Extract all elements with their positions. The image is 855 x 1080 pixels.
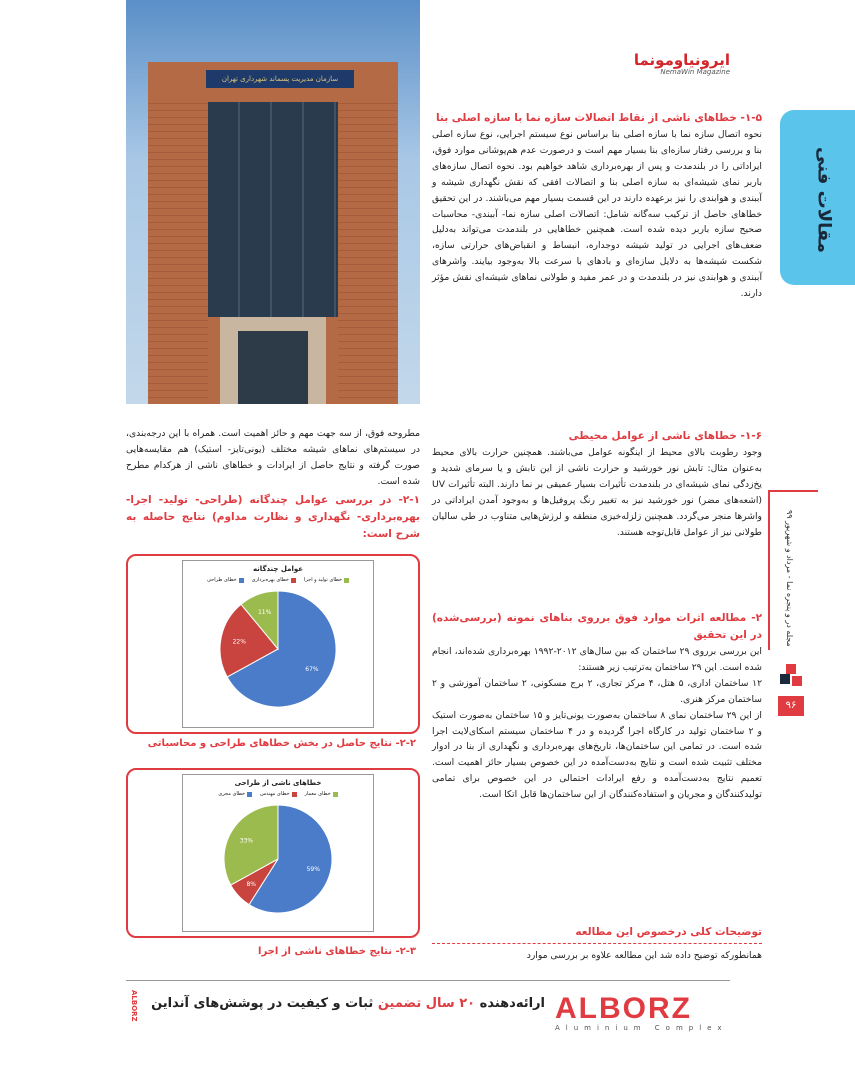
chart-2-inner <box>182 774 374 932</box>
section-1-6 <box>432 428 762 540</box>
pie-slice-label: 11% <box>257 608 272 616</box>
section-tab <box>780 110 855 285</box>
pie-slice-label: 22% <box>232 638 246 646</box>
chart-2-frame <box>126 768 420 938</box>
pie-slice-label: 59% <box>306 866 320 874</box>
building-photo <box>126 0 420 404</box>
section-body-1: این بررسی برروی ۲۹ ساختمان که بین سال‌های ۲۰۱۲-۱۹۹۲ بهره‌برداری شده‌اند، انجام شده است. این ۲۹ ساختمان به‌ترتیب زیر هستند: <box>432 646 762 673</box>
chart-1-pie <box>183 583 373 713</box>
pie-slice-label: 33% <box>239 837 254 845</box>
pie-slice-label: 67% <box>305 666 319 674</box>
section-title: ۱-۵- خطاهای ناشی از نقاط اتصالات سازه نما با سازه اصلی بنا <box>435 112 762 124</box>
legend-item: خطای مجری <box>218 791 252 797</box>
chart-1-inner <box>182 560 374 728</box>
building <box>148 62 398 404</box>
legend-item: خطای معمار <box>305 791 338 797</box>
section-body: نحوه اتصال سازه نما با سازه اصلی بنا براساس نوع سیستم اجرایی، نوع سازه اصلی بنا و بررسی رفتار سازه‌ای بنا بسیار مهم است و درصورت عدم هم‌پوشانی موارد فوق، ایراداتی را در بلندمدت و پس از بهره‌برداری شاهد خواهیم بود. نحوه اتصال سازه‌های باربر نمای شیشه‌ای به سازه اصلی بنا و اتصالات افقی که نقش نگهداری شیشه و آببندی و هوابندی را نیز برعهده دارند در این قسمت بسیار مهم می‌باشند. در این تحقیق خطاهای حاصل از ترکیب سه‌گانه شامل: اتصالات اصلی سازه نما- آببندی- محاسبات صحیح سازه باربر دیده شده است. همچنین خطاهایی در بلندمدت می‌تواند به‌دلیل ضعف‌های اجرایی در تولید شیشه دوجداره، انبساط و انقباض‌های حرارتی سازه، شکست شیشه‌ها به دلایل سازه‌ای و بادهای با سرعت بالا به‌وجود بیایند. واشرهای آببندی و هوابندی نیز در بلندمدت و در عمر مفید و طولانی نماهای شیشه‌ای نقش مؤثر دارند. <box>432 129 762 300</box>
ad-post: ثبات و کیفیت در پوشش‌های آنداین <box>151 996 374 1011</box>
ad-years: ۲۰ سال <box>425 996 476 1011</box>
chart-2-pie <box>183 797 373 921</box>
section-1-5 <box>432 110 762 302</box>
margin-rule <box>768 490 770 650</box>
footer-rule <box>126 980 730 981</box>
legend-item: خطای بهره‌برداری <box>252 577 296 583</box>
chart-2-title: خطاهای ناشی از طراحی <box>234 779 322 787</box>
brick-column-left <box>148 102 208 404</box>
chart-2-caption: ۲-۳- نتایج خطاهای ناشی از اجرا <box>258 946 416 957</box>
building-sign: سازمان مدیریت پسماند شهرداری تهران <box>206 70 354 88</box>
footer-ad-text <box>150 996 545 1011</box>
section-2 <box>432 610 762 803</box>
section-title: ۲- مطالعه اثرات موارد فوق برروی بناهای نمونه (بررسی‌شده) در این تحقیق <box>432 612 762 641</box>
left-intro <box>126 426 420 543</box>
logo-subtitle: NemaWin Magazine <box>660 68 730 76</box>
section-body: وجود رطوبت بالای محیط از اینگونه عوامل می‌باشند. همچنین حرارت بالای محیط به‌عنوان مثال: تابش نور خورشید و حرارت ناشی از این تابش و یا سرمای شدید و یخ‌زدگی نمای شیشه‌ای در بلندمدت تأثیرات بسیار عمیقی بر نما دارند. البته تأثیرات UV (اشعه‌های مضر) نور خورشید نیز به تغییر رنگ پروفیل‌ها و به‌وجود آمدن ایراداتی در واشرها منجر می‌گردد. همچنین زلزله‌خیزی منطقه و لرزش‌هایی متناوب در طی سالیان طولانی نیز از عوامل قابل‌توجه هستند. <box>432 447 762 538</box>
chart-1-frame <box>126 554 420 734</box>
chart-1-title: عوامل چندگانه <box>252 565 304 573</box>
magazine-issue: مجله در و پنجره نما - مرداد و شهریور ۹۹ <box>785 510 794 647</box>
magazine-mark-icon <box>778 662 804 688</box>
notes-title: توضیحات کلی درخصوص این مطالعه <box>432 924 762 944</box>
entrance <box>220 317 326 404</box>
alborz-logo <box>555 994 730 1036</box>
ad-guarantee: تضمین <box>377 996 422 1011</box>
margin-rule-top <box>770 490 818 492</box>
page-number: ۹۶ <box>778 696 804 716</box>
legend-item: خطای مهندس <box>260 791 296 797</box>
glass-facade <box>208 102 338 317</box>
magazine-logo <box>633 51 730 78</box>
section-2-1-title: ۲-۱- در بررسی عوامل چندگانه (طراحی- تولید- اجرا- بهره‌برداری- نگهداری و نظارت مداوم) نتایج حاصله به شرح است: <box>126 493 420 540</box>
brick-column-right <box>338 102 398 404</box>
alborz-subtitle: Aluminium Complex <box>555 1024 728 1032</box>
section-tab-label: مقالات فنی <box>813 147 835 253</box>
footer-side-brand: ALBORZ <box>130 990 138 1022</box>
ad-pre: ارائه‌دهنده <box>479 996 545 1011</box>
logo-title: ایرونیاومونما <box>633 51 730 69</box>
section-body-2: ۱۲ ساختمان اداری، ۵ هتل، ۴ مرکز تجاری، ۲ برج مسکونی، ۲ ساختمان آموزشی و ۲ ساختمان مرکز هنری. <box>432 677 763 705</box>
section-title: ۱-۶- خطاهای ناشی از عوامل محیطی <box>568 430 762 442</box>
notes-section <box>432 924 762 964</box>
section-body-3: از این ۲۹ ساختمان نمای ۸ ساختمان به‌صورت یونی‌تایز و ۱۵ ساختمان به‌صورت استیک و ۲ ساختمان تولید در کارگاه اجرا گردیده و در ۴ ساختمان سیستم اسکای‌لایت اجرا شده است. در تمامی این ساختمان‌ها، تاریخ‌های بهره‌برداری و نگهداری از بنا در ادوار مختلف تثبیت شده است و نتایج به‌دست‌آمده در این خصوص بسیار حائز اهمیت است. تعمیم نتایج به‌دست‌آمده و رفع ایرادات احتمالی در این خصوص برای تمامی تولیدکنندگان و مجریان و استفاده‌کنندگان از این ساختمان‌ها قابل اتکا است. <box>432 709 762 801</box>
left-intro-body: مطروحه فوق، از سه جهت مهم و حائز اهمیت است. همراه با این درجه‌بندی، در سیستم‌های نماهای شیشه مختلف (یونی‌تایز- استیک) هم مقایسه‌هایی صورت گرفته و نتایج حاصل از ایرادات و خطاهای ناشی از هرکدام مطرح شده است. <box>126 428 420 487</box>
alborz-wordmark: ALBORZ <box>555 992 692 1025</box>
pie-slice-label: 8% <box>246 881 256 889</box>
chart-1-caption: ۲-۲- نتایج حاصل در بخش خطاهای طراحی و محاسباتی <box>147 738 416 749</box>
notes-body: همانطورکه توضیح داده شد این مطالعه علاوه بر بررسی موارد <box>526 950 762 961</box>
legend-item: خطای طراحی <box>207 577 244 583</box>
legend-item: خطای تولید و اجرا <box>304 577 349 583</box>
